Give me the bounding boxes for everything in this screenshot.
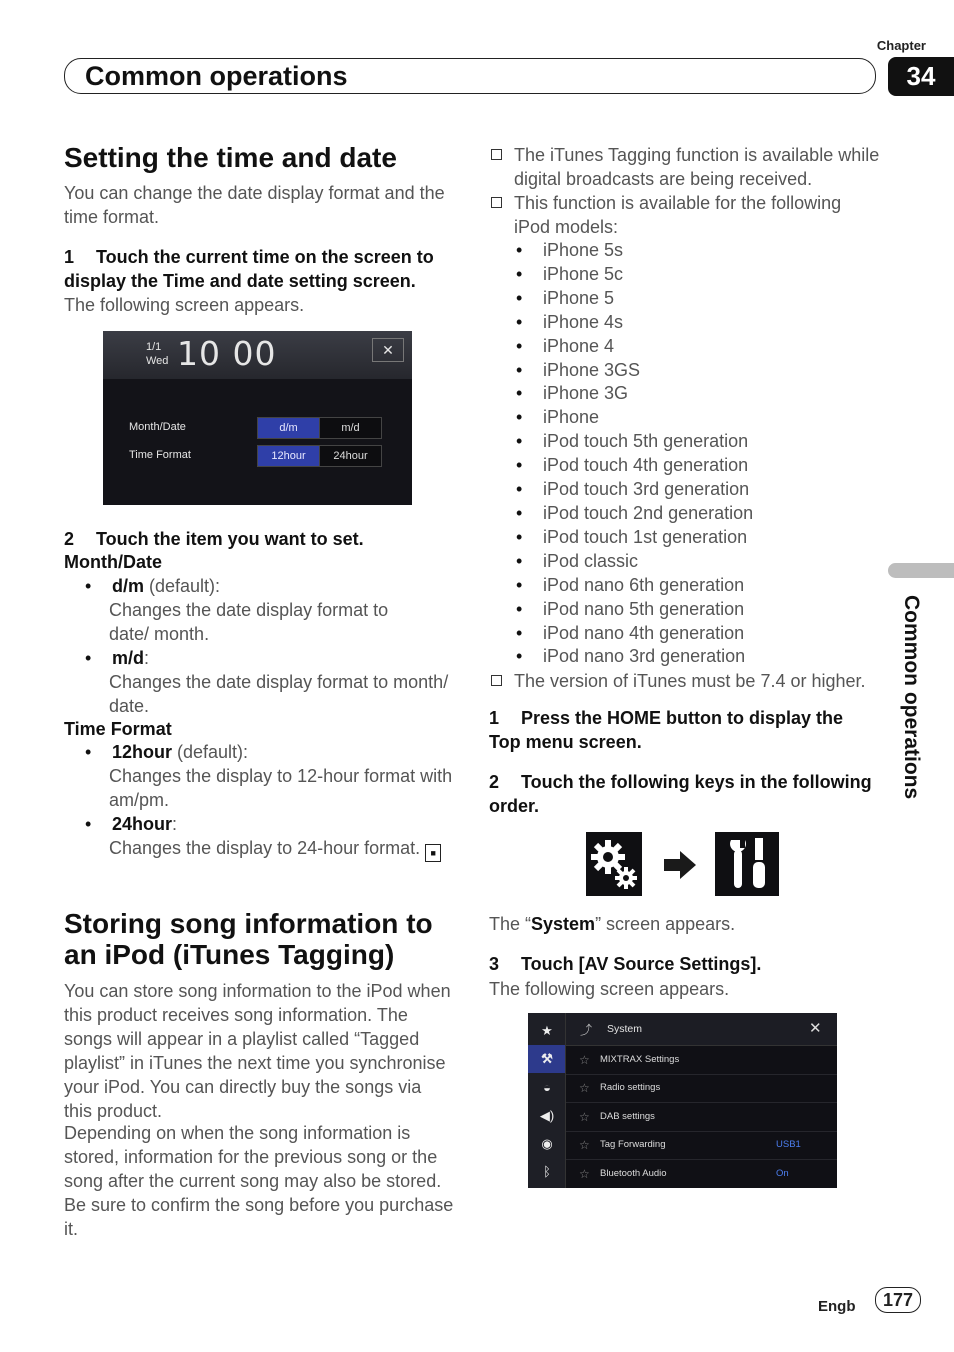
- screen2-title-bar: [566, 1013, 837, 1046]
- model-list-item: • iPod classic: [516, 550, 881, 574]
- month-date-label: Month/Date: [129, 421, 186, 433]
- model-list-item: • iPhone 5: [516, 287, 881, 311]
- model-list-item: • iPod touch 3rd generation: [516, 478, 881, 502]
- screen2-title: System: [607, 1023, 643, 1035]
- list-item: • 24hour:: [85, 813, 455, 837]
- end-mark-icon: ■: [425, 844, 441, 862]
- model-list-item: • iPhone 4s: [516, 311, 881, 335]
- chapter-number: 34: [888, 57, 954, 96]
- clock-time[interactable]: 10 00: [177, 334, 277, 373]
- list-item-desc: Changes the display to 12-hour format with am/pm.: [109, 765, 453, 810]
- model-list-item: • iPod nano 4th generation: [516, 622, 881, 646]
- time-format-label: Time Format: [129, 449, 191, 461]
- gear-icon: [586, 832, 642, 896]
- chapter-label: Chapter: [876, 38, 926, 53]
- bluetooth-icon[interactable]: ᛒ: [543, 1164, 551, 1179]
- settings-row[interactable]: [566, 1160, 837, 1188]
- step-1-itunes: 1 Press the HOME button to display the Top menu screen.: [489, 708, 844, 752]
- favorite-star-icon[interactable]: ☆: [579, 1166, 590, 1181]
- step-1-time: 1 Touch the current time on the screen to display the Time and date setting screen.: [64, 247, 434, 291]
- favorite-star-icon[interactable]: ☆: [579, 1053, 590, 1067]
- step-3-after: The following screen appears.: [489, 979, 730, 999]
- month-date-heading: Month/Date: [64, 552, 162, 572]
- model-list-item: • iPod touch 4th generation: [516, 454, 881, 478]
- side-tab-marker: [888, 563, 954, 578]
- speaker-icon[interactable]: ◀): [539, 1108, 555, 1123]
- settings-row[interactable]: [566, 1074, 837, 1103]
- heading-time-date: Setting the time and date: [64, 142, 397, 173]
- list-item: • 12hour (default):: [85, 741, 455, 765]
- itunes-paragraph-2: Depending on when the song information is stored, information for the previous song or the song after the current song may also be stored. Be sure to confirm the song before you purchase it.: [64, 1123, 454, 1239]
- tools-icon: [715, 832, 779, 896]
- model-list-item: • iPhone 5c: [516, 263, 881, 287]
- time-date-setting-screen: [103, 331, 412, 505]
- model-list-item: • iPod touch 5th generation: [516, 430, 881, 454]
- favorite-star-icon[interactable]: ☆: [579, 1138, 590, 1153]
- settings-row-label: DAB settings: [600, 1110, 655, 1122]
- list-item-desc: Changes the date display format to date/ month.: [109, 599, 389, 644]
- close-icon[interactable]: ✕: [372, 338, 404, 362]
- radio-icon[interactable]: ◒: [543, 1080, 551, 1095]
- step-2-itunes: 2 Touch the following keys in the following order.: [489, 772, 872, 816]
- settings-row-label: MIXTRAX Settings: [600, 1054, 680, 1065]
- category-sidebar: [528, 1013, 566, 1188]
- step-3-itunes: 3 Touch [AV Source Settings].: [489, 954, 762, 974]
- model-list-item: • iPhone 3GS: [516, 359, 881, 383]
- settings-row[interactable]: [566, 1131, 837, 1160]
- date-weekday: Wed: [146, 355, 169, 367]
- step-1-after: The following screen appears.: [64, 295, 305, 315]
- settings-row[interactable]: [566, 1103, 837, 1132]
- option-md[interactable]: m/d: [319, 417, 382, 439]
- settings-row-label: Tag Forwarding: [600, 1139, 666, 1151]
- tools-icon[interactable]: ⚒: [541, 1051, 553, 1066]
- note-item: The iTunes Tagging function is available while digital broadcasts are being received.: [489, 143, 881, 191]
- model-list-item: • iPod nano 3rd generation: [516, 645, 881, 669]
- back-icon[interactable]: ⤴: [580, 1023, 593, 1037]
- settings-row-value: USB1: [776, 1139, 801, 1151]
- time-format-options: [85, 741, 455, 862]
- option-12hour[interactable]: 12hour: [257, 445, 320, 467]
- itunes-notes: [489, 143, 881, 693]
- settings-row-value: On: [776, 1167, 789, 1179]
- disc-icon[interactable]: ◉: [541, 1136, 553, 1151]
- language-code: Engb: [818, 1298, 856, 1315]
- list-item-desc: Changes the date display format to month/ date.: [109, 671, 449, 716]
- list-item: • m/d:: [85, 647, 455, 671]
- note-item: This function is available for the following iPod models:: [489, 191, 881, 239]
- star-icon[interactable]: ★: [541, 1023, 553, 1038]
- settings-row-label: Bluetooth Audio: [600, 1167, 667, 1179]
- model-list-item: • iPhone 4: [516, 335, 881, 359]
- model-list-item: • iPhone: [516, 406, 881, 430]
- page-number: 177: [875, 1287, 921, 1313]
- heading-itunes-tagging: Storing song information to an iPod (iTunes Tagging): [64, 908, 433, 970]
- list-item: • d/m (default):: [85, 575, 455, 599]
- option-dm[interactable]: d/m: [257, 417, 320, 439]
- option-24hour[interactable]: 24hour: [319, 445, 382, 467]
- itunes-paragraph-1: You can store song information to the iPod when this product receives song information. The songs will appear in a playlist called “Tagged playlist” in iTunes the next time you synchronise your iPod. You can directly buy the songs via this product.: [64, 981, 451, 1121]
- ipod-models-list: [516, 239, 881, 669]
- system-screen-note: The “System” screen appears.: [489, 914, 736, 934]
- intro-time-date: You can change the date display format and the time format.: [64, 183, 445, 227]
- step-2-time: 2 Touch the item you want to set.: [64, 529, 364, 549]
- month-date-options: [85, 575, 455, 718]
- side-section-label: Common operations: [900, 595, 923, 800]
- arrow-right-icon: [664, 851, 696, 884]
- model-list-item: • iPod touch 2nd generation: [516, 502, 881, 526]
- note-item: The version of iTunes must be 7.4 or higher.: [489, 669, 881, 693]
- time-format-heading: Time Format: [64, 719, 172, 739]
- date-month-day: 1/1: [146, 341, 162, 353]
- section-title: Common operations: [85, 61, 348, 91]
- system-settings-screen: [528, 1013, 837, 1188]
- list-item-desc: Changes the display to 24-hour format. ■: [85, 837, 455, 862]
- favorite-star-icon[interactable]: ☆: [579, 1081, 590, 1096]
- model-list-item: • iPod touch 1st generation: [516, 526, 881, 550]
- model-list-item: • iPod nano 6th generation: [516, 574, 881, 598]
- model-list-item: • iPhone 5s: [516, 239, 881, 263]
- favorite-star-icon[interactable]: ☆: [579, 1109, 590, 1124]
- model-list-item: • iPod nano 5th generation: [516, 598, 881, 622]
- model-list-item: • iPhone 3G: [516, 382, 881, 406]
- close-icon[interactable]: ✕: [809, 1020, 822, 1037]
- settings-row[interactable]: [566, 1046, 837, 1075]
- settings-row-label: Radio settings: [600, 1082, 661, 1094]
